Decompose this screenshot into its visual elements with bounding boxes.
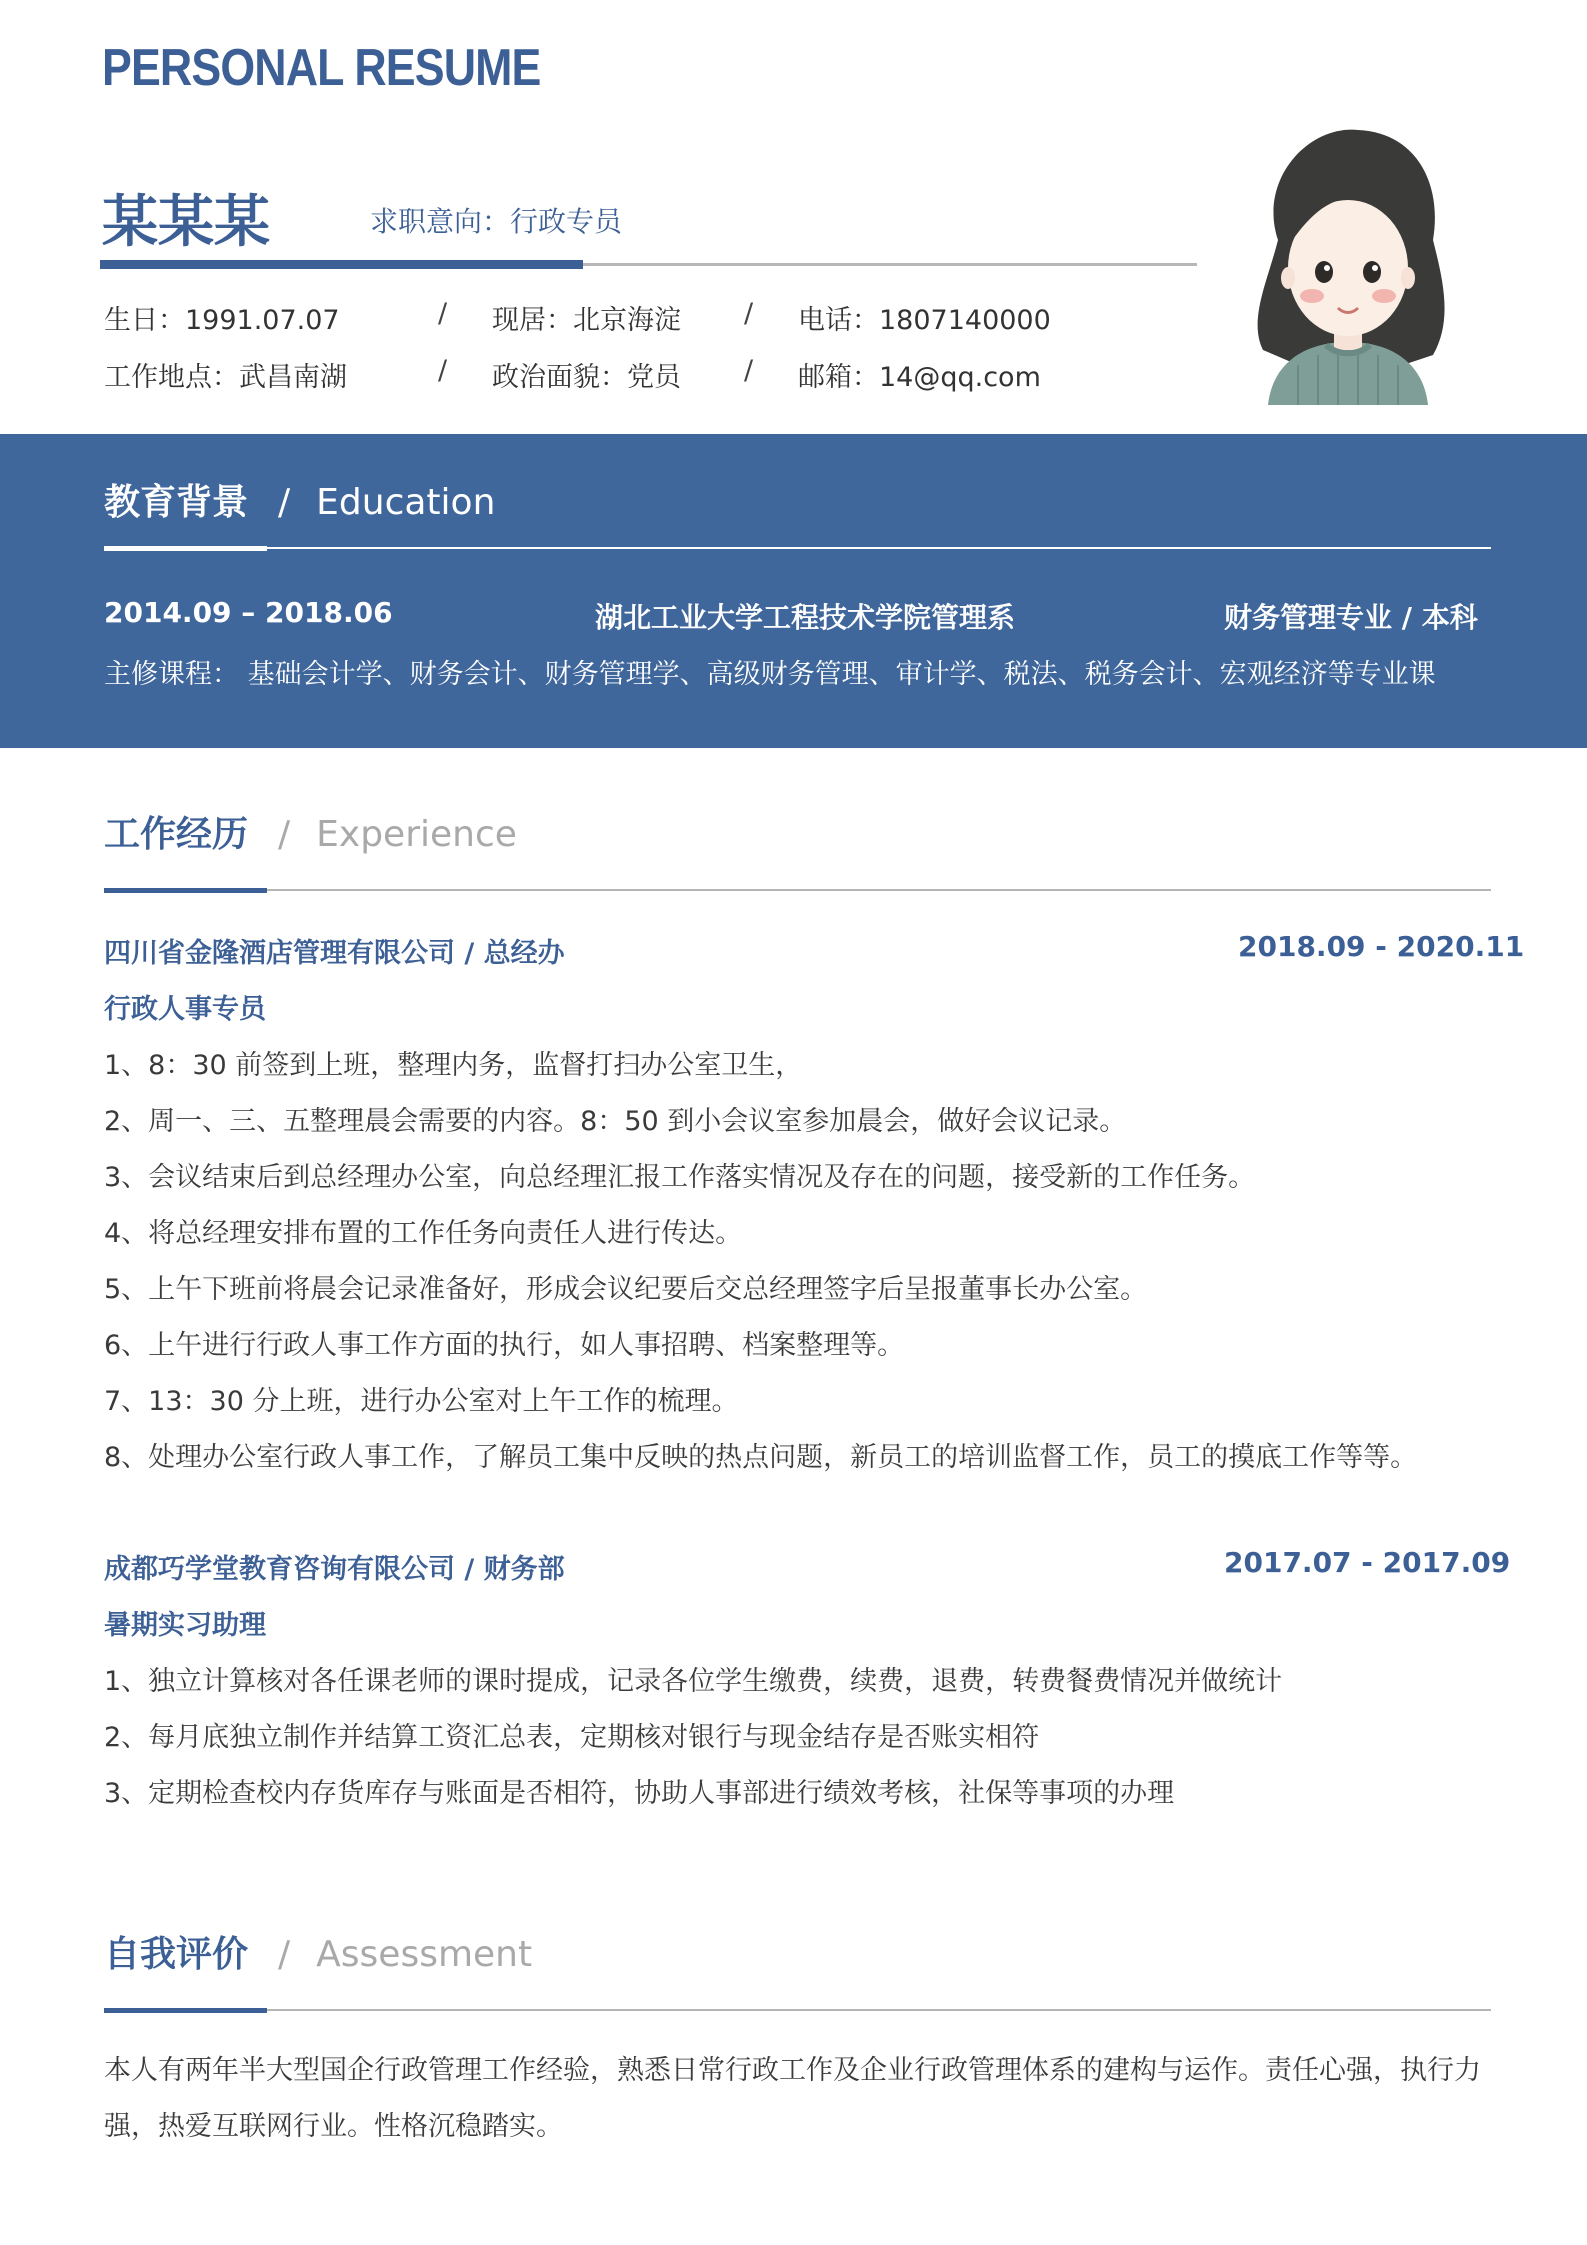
experience-title-cn: 工作经历	[104, 814, 249, 855]
job-1-dates: 2018.09 - 2020.11	[1238, 930, 1525, 963]
education-divider	[104, 547, 1491, 549]
duty-item: 6、上午进行行政人事工作方面的执行，如人事招聘、档案整理等。	[104, 1330, 905, 1361]
assessment-title-cn: 自我评价	[104, 1934, 249, 1975]
education-period: 2014.09 – 2018.06	[104, 596, 393, 629]
job-1-role: 行政人事专员	[104, 994, 266, 1025]
political-status: 政治面貌：党员	[492, 362, 681, 393]
education-school: 湖北工业大学工程技术学院管理系	[595, 601, 1016, 634]
avatar	[1238, 120, 1458, 405]
education-heading	[104, 474, 495, 525]
assessment-divider	[104, 2009, 1491, 2011]
duty-item: 3、定期检查校内存货库存与账面是否相符，协助人事部进行绩效考核，社保等事项的办理	[104, 1778, 1175, 1809]
job-2-dates: 2017.07 - 2017.09	[1224, 1546, 1511, 1579]
experience-title-en: Experience	[316, 814, 517, 855]
education-title-cn: 教育背景	[104, 482, 249, 523]
info-separator: /	[744, 355, 754, 386]
duty-item: 3、会议结束后到总经理办公室，向总经理汇报工作落实情况及存在的问题，接受新的工作任务。	[104, 1162, 1256, 1193]
email: 邮箱：14@qq.com	[798, 362, 1041, 393]
duty-item: 2、每月底独立制作并结算工资汇总表，定期核对银行与现金结存是否账实相符	[104, 1722, 1040, 1753]
info-separator: /	[438, 298, 448, 329]
education-title-en: Education	[316, 482, 496, 523]
name-divider-accent	[100, 260, 583, 269]
resume-title: PERSONAL RESUME	[102, 39, 541, 97]
heading-slash: /	[278, 482, 291, 523]
assessment-text: 本人有两年半大型国企行政管理工作经验，熟悉日常行政工作及企业行政管理体系的建构与运作。责任心强，执行力强，热爱互联网行业。性格沉稳踏实。	[104, 2055, 1481, 2142]
assessment-title-en: Assessment	[316, 1934, 533, 1975]
info-separator: /	[744, 298, 754, 329]
education-courses: 主修课程： 基础会计学、财务会计、财务管理学、高级财务管理、审计学、税法、税务会计、宏观经济等专业课	[104, 659, 1436, 690]
duty-item: 2、周一、三、五整理晨会需要的内容。8：50 到小会议室参加晨会，做好会议记录。	[104, 1106, 1127, 1137]
info-separator: /	[438, 355, 448, 386]
duty-item: 7、13：30 分上班，进行办公室对上午工作的梳理。	[104, 1386, 739, 1417]
phone: 电话：1807140000	[798, 305, 1051, 336]
experience-divider-accent	[104, 888, 267, 893]
birthday: 生日：1991.07.07	[104, 305, 340, 336]
heading-slash: /	[278, 814, 291, 855]
education-major: 财务管理专业 / 本科	[1224, 601, 1478, 634]
assessment-heading	[104, 1926, 532, 1977]
duty-item: 1、8：30 前签到上班，整理内务，监督打扫办公室卫生，	[104, 1050, 803, 1081]
job-2-company: 成都巧学堂教育咨询有限公司 / 财务部	[104, 1554, 565, 1585]
experience-divider	[104, 889, 1491, 891]
heading-slash: /	[278, 1934, 291, 1975]
job-1-company: 四川省金隆酒店管理有限公司 / 总经办	[104, 938, 565, 969]
education-divider-accent	[104, 546, 267, 551]
duty-item: 8、处理办公室行政人事工作，了解员工集中反映的热点问题，新员工的培训监督工作，员工的摸底工作等等。	[104, 1442, 1418, 1473]
experience-heading	[104, 806, 517, 857]
duty-item: 1、独立计算核对各任课老师的课时提成，记录各位学生缴费，续费，退费，转费餐费情况并做统计	[104, 1666, 1283, 1697]
duty-item: 5、上午下班前将晨会记录准备好，形成会议纪要后交总经理签字后呈报董事长办公室。	[104, 1274, 1148, 1305]
job-intent: 求职意向：行政专员	[370, 205, 623, 238]
assessment-divider-accent	[104, 2008, 267, 2013]
residence: 现居：北京海淀	[492, 305, 681, 336]
job-2-role: 暑期实习助理	[104, 1610, 266, 1641]
work-location: 工作地点：武昌南湖	[104, 362, 347, 393]
candidate-name: 某某某	[102, 190, 270, 255]
duty-item: 4、将总经理安排布置的工作任务向责任人进行传达。	[104, 1218, 743, 1249]
